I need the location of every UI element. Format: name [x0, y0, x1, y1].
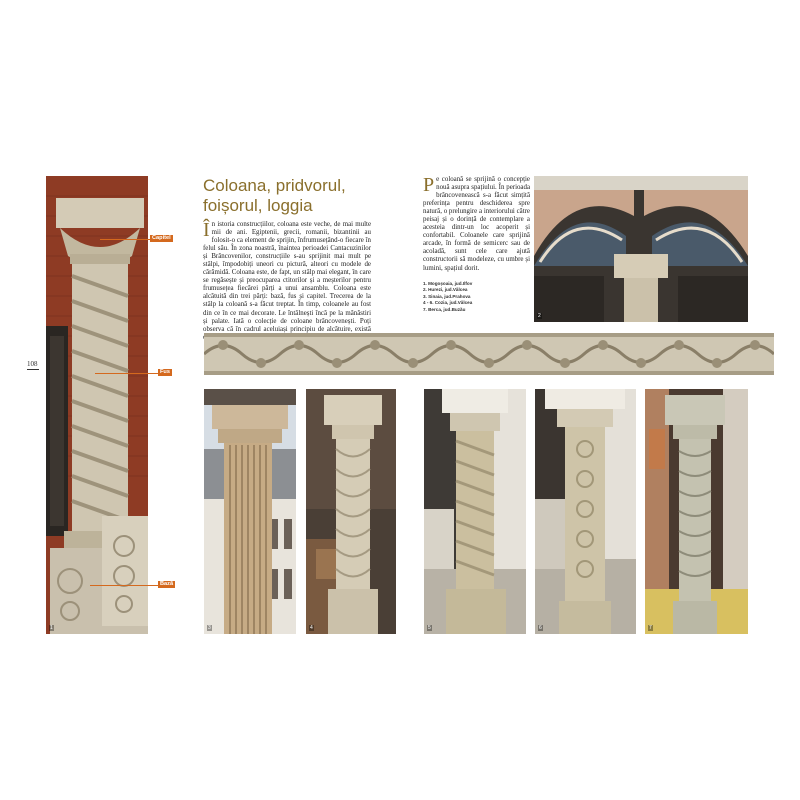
body-text-left-content: n istoria construcțiilor, coloana este veche, de mai multe mii de ani. Egiptenii, grecii, romanii, bizantinii au folosit-o ca element de sprijin, înfrumusețând-o fiecare în felul său. În zona noastră, înaintea perioadei Cantacuzinilor și Brâncovenilor, construcțiile s-au sprijinit mai mult pe stâlpi, împodobiți uneori cu pictură, alteori cu modele de cărămidă. Coloana este, de fapt, un stâlp mai elegant, în care se regăsește și preocuparea ctitorilor și a meșterilor pentru frumusețea fiecărei părți a unui ansamblu. Coloana este alcătuită din trei părți: bază, fus și capitel. Trecerea de la stâlp la coloană s-a făcut treptat. În timp, coloanele au fost din ce în ce mai decorate. Le întâlnești încă pe la mănăstiri și palate. Iată o colecție de coloane brâncovenești. Poți observa că în cadrul aceluiași principiu de alcătuire, există: [203, 221, 371, 333]
caption-item: 1. Mogoșoaia, jud.Ilfov: [423, 281, 473, 286]
photo-number: 2: [538, 313, 541, 319]
fus-leader-line: [95, 373, 158, 374]
dropcap-letter: P: [423, 174, 435, 196]
photo-column-mogosoaia: [46, 176, 148, 634]
photo-arcade-hurezi: [534, 176, 748, 322]
caption-item: 7. Berca, jud.Buzău: [423, 306, 466, 312]
body-text-left: [203, 221, 371, 342]
photo-column-cozia-5: [424, 389, 526, 634]
caption-item: 2. Hurezi, jud.Vâlcea: [423, 287, 468, 293]
photo-number: 5: [428, 625, 431, 631]
photo-column-cozia-4: [306, 389, 396, 634]
body-text-right: [423, 176, 530, 273]
photo-captions: [423, 281, 530, 313]
label-capitel: Capitel: [152, 235, 171, 241]
photo-number: 4: [310, 625, 313, 631]
label-baza: Bază: [160, 581, 174, 587]
carved-frieze-band: [204, 333, 774, 375]
label-fus: Fus: [160, 369, 170, 375]
photo-number: 7: [649, 625, 652, 631]
photo-number: 1: [50, 625, 53, 631]
chapter-title: Coloana, pridvorul, foișorul, loggia: [203, 176, 346, 215]
photo-column-sinaia: [204, 389, 296, 634]
photo-number: 6: [539, 625, 542, 631]
page-number-rule: [27, 369, 39, 370]
baza-leader-line: [90, 585, 158, 586]
photo-column-berca: [645, 389, 748, 634]
caption-item: 3. Sinaia, jud.Prahova: [423, 293, 471, 299]
body-text-right-content: e coloană se sprijină o concepție nouă asupra spațiului. În perioada brâncovenească s-a făcut simțită preferința pentru deschiderea spre natură, o prelungire a interiorului către peisaj și o dorință de contemplare a acesteia dintr-un loc acoperit și confortabil. Coloanele care sprijină arcade, în formă de semicerc sau de acoladă, sunt cele care ajută constructorii să modeleze, cu umbre și lumini, spațiul dorit.: [423, 176, 530, 272]
page-number: 108: [27, 360, 38, 368]
caption-item: 4 - 6. Cozia, jud.Vâlcea: [423, 300, 473, 306]
photo-number: 3: [208, 625, 211, 631]
capitel-leader-line: [100, 239, 150, 240]
photo-column-cozia-6: [535, 389, 636, 634]
dropcap-letter: Î: [203, 219, 210, 241]
